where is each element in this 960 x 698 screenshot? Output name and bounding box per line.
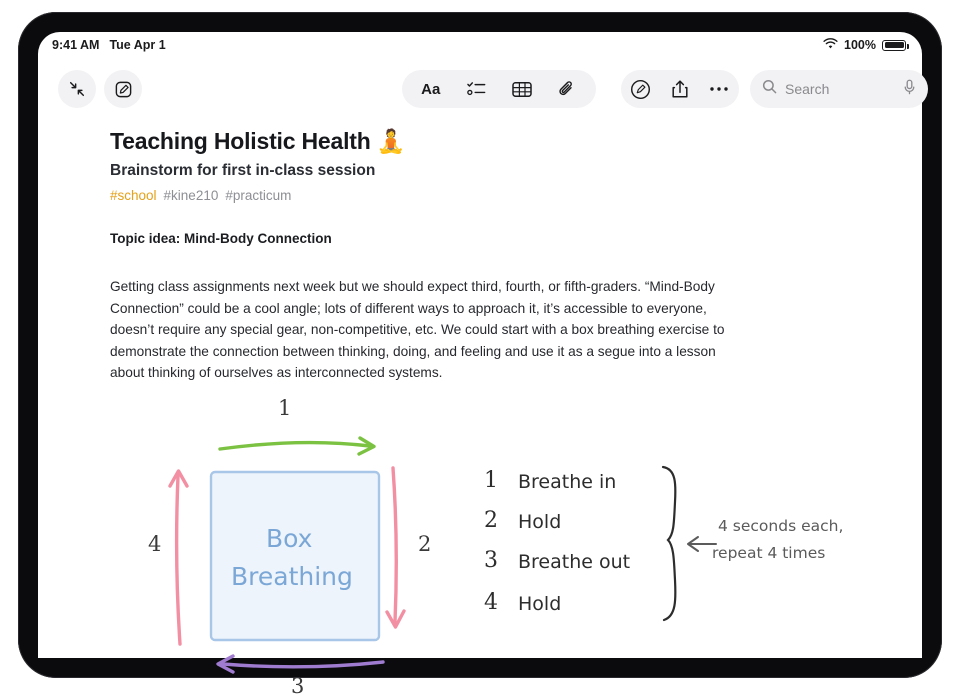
tag-school[interactable]: #school: [110, 188, 157, 203]
step-text-2: Hold: [518, 511, 562, 533]
note-paragraph: Getting class assignments next week but we should expect third, fourth, or fifth-graders. “Mind-Body Connection” could be a cool angle; lots of different ways to approach it, it’s accessible to everyone, doesn’t require any special gear, non-competitive, etc. We could start with a box breathing exercise to demonstrate the connection between thinking, doing, and feeling and use it as a segue into a lesson about thinking of ourselves as interconnected systems.: [110, 279, 725, 380]
annotation-line-2: repeat 4 times: [712, 544, 826, 562]
box-label-line-2: Breathing: [231, 562, 353, 591]
search-input[interactable]: Search: [785, 81, 830, 97]
attachment-paperclip-icon[interactable]: [546, 72, 588, 106]
annotation-line-1: 4 seconds each,: [718, 517, 844, 535]
arrow-number-top: 1: [278, 396, 292, 420]
table-icon[interactable]: [501, 72, 543, 106]
text-format-label: Aa: [421, 80, 441, 98]
compose-pencil-icon[interactable]: [104, 70, 142, 108]
step-text-4: Hold: [518, 593, 562, 615]
microphone-icon[interactable]: [903, 79, 916, 100]
status-bar-left: [52, 38, 166, 52]
note-topic-heading: Topic idea: Mind-Body Connection: [110, 231, 332, 246]
status-bar-right: [823, 38, 906, 53]
step-number-2: 2: [484, 508, 498, 533]
step-number-1: 1: [484, 468, 498, 493]
checklist-icon[interactable]: [455, 72, 497, 106]
notes-toolbar: [38, 58, 922, 116]
tablet-screen: [38, 32, 922, 698]
status-date: Tue Apr 1: [109, 38, 166, 52]
more-options-icon[interactable]: [702, 72, 736, 106]
tablet-device-frame: [18, 12, 942, 698]
arrow-number-left: 4: [148, 532, 162, 556]
action-toolbar-group: [621, 70, 739, 108]
share-icon[interactable]: [663, 72, 697, 106]
box-breathing-sketch: [98, 384, 898, 698]
note-tag-row: [110, 188, 291, 203]
note-subtitle: Brainstorm for first in-class session: [110, 162, 376, 179]
format-toolbar-group: [402, 70, 596, 108]
wifi-icon: [823, 38, 838, 53]
text-format-icon[interactable]: [410, 72, 452, 106]
step-text-1: Breathe in: [518, 471, 617, 493]
tag-practicum[interactable]: #practicum: [225, 188, 292, 203]
markup-pen-icon[interactable]: [624, 72, 658, 106]
step-text-3: Breathe out: [518, 551, 631, 573]
box-label-line-1: Box: [266, 524, 313, 553]
status-bar: [38, 32, 922, 58]
step-number-4: 4: [484, 590, 498, 615]
note-content-area[interactable]: [38, 116, 922, 698]
arrow-number-bottom: 3: [291, 674, 305, 698]
note-title: Teaching Holistic Health 🧘: [110, 128, 406, 154]
battery-full-icon: [882, 40, 906, 51]
search-field[interactable]: [750, 70, 928, 108]
step-number-3: 3: [484, 548, 498, 573]
search-icon: [762, 79, 777, 99]
battery-percent-label: 100%: [844, 38, 876, 52]
arrow-number-right: 2: [418, 532, 432, 556]
tag-kine210[interactable]: #kine210: [163, 188, 219, 203]
status-time: 9:41 AM: [52, 38, 100, 52]
collapse-arrows-icon[interactable]: [58, 70, 96, 108]
